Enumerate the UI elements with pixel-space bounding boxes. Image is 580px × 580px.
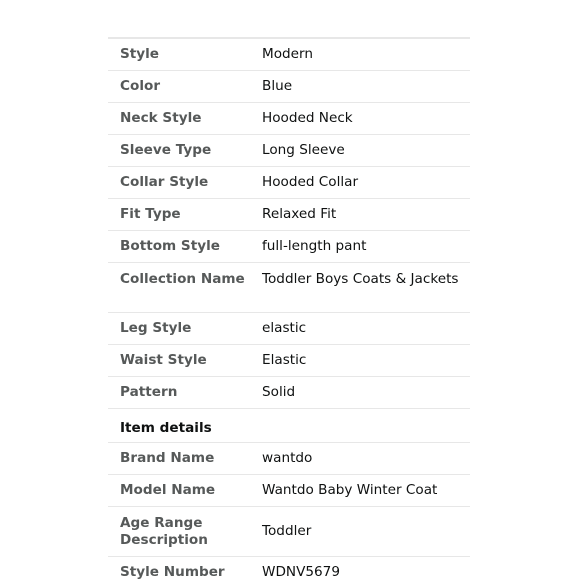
attribute-value: Modern	[262, 46, 314, 62]
attribute-value: Elastic	[262, 352, 307, 368]
attribute-value: Toddler Boys Coats & Jackets	[262, 271, 459, 287]
attribute-row-pattern	[108, 377, 470, 409]
attribute-row-style-number	[108, 557, 470, 580]
attribute-row-collar-style	[108, 167, 470, 199]
attribute-row-style	[108, 39, 470, 71]
attribute-row-brand-name	[108, 443, 470, 475]
attribute-value: Hooded Neck	[262, 110, 353, 126]
attribute-row-waist-style	[108, 345, 470, 377]
attribute-row-collection-name	[108, 263, 470, 313]
attribute-label: Collar Style	[120, 174, 209, 190]
attribute-value: Blue	[262, 78, 293, 94]
attribute-value: Toddler	[262, 523, 312, 539]
attribute-label: Bottom Style	[120, 238, 220, 254]
attribute-row-color	[108, 71, 470, 103]
attribute-value: wantdo	[262, 450, 313, 466]
attribute-label: Leg Style	[120, 320, 192, 336]
attribute-label: Fit Type	[120, 206, 181, 222]
attribute-value: Hooded Collar	[262, 174, 359, 190]
attribute-label: Collection Name	[120, 271, 245, 287]
attribute-label: Age Range Description	[120, 514, 208, 548]
attribute-row-model-name	[108, 475, 470, 507]
attribute-row-bottom-style	[108, 231, 470, 263]
attribute-row-fit-type	[108, 199, 470, 231]
attribute-value: full-length pant	[262, 238, 367, 254]
attribute-label: Pattern	[120, 384, 178, 400]
attribute-label: Color	[120, 78, 161, 94]
attribute-row-age-range	[108, 507, 470, 557]
attribute-row-leg-style	[108, 313, 470, 345]
attribute-label: Sleeve Type	[120, 142, 212, 158]
attribute-label: Waist Style	[120, 352, 207, 368]
attribute-value: WDNV5679	[262, 564, 340, 580]
attribute-row-neck-style	[108, 103, 470, 135]
attribute-value: elastic	[262, 320, 307, 336]
attribute-row-sleeve-type	[108, 135, 470, 167]
attribute-value: Wantdo Baby Winter Coat	[262, 482, 438, 498]
attribute-label: Style	[120, 46, 160, 62]
attribute-label: Brand Name	[120, 450, 215, 466]
attribute-value: Solid	[262, 384, 296, 400]
attribute-label: Model Name	[120, 482, 216, 498]
attribute-value: Long Sleeve	[262, 142, 345, 158]
product-details-table	[108, 37, 470, 580]
attribute-label: Neck Style	[120, 110, 202, 126]
attribute-label: Style Number	[120, 564, 225, 580]
attribute-value: Relaxed Fit	[262, 206, 337, 222]
item-details-heading: Item details	[108, 409, 470, 443]
